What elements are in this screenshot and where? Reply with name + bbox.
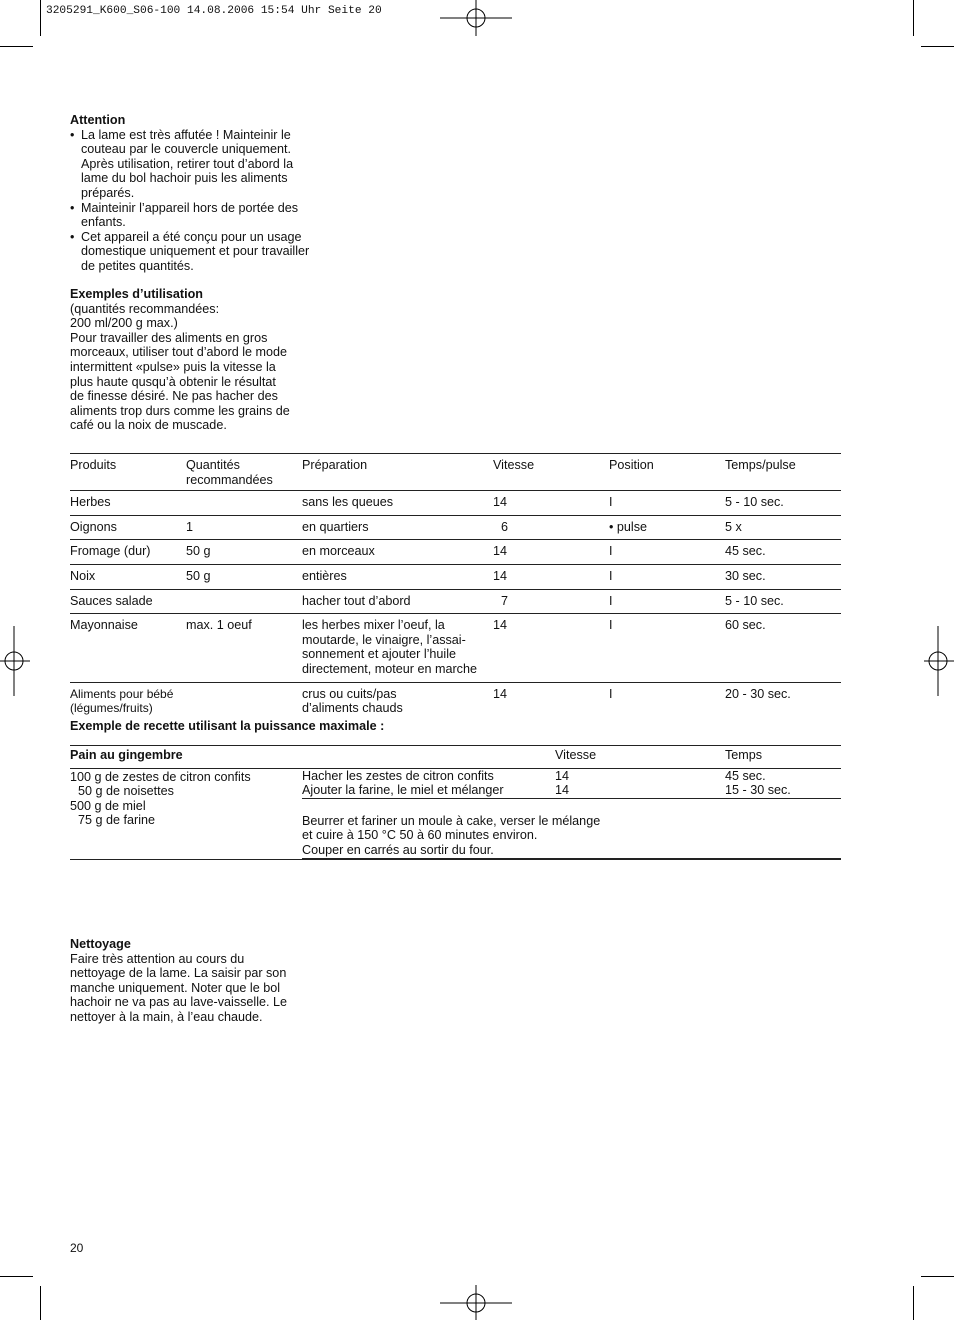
cell-vitesse: 14	[493, 540, 609, 565]
cell-position: I	[609, 614, 725, 682]
exemples-line: morceaux, utiliser tout d’abord le mode	[70, 345, 288, 360]
vitesse-value: 14	[555, 768, 570, 783]
cell-vitesse: 7	[493, 589, 609, 614]
cell-preparation: crus ou cuits/pas d’aliments chauds	[302, 686, 403, 716]
cell-position: • pulse	[609, 515, 725, 540]
cell-vitesse: 14	[493, 491, 609, 516]
recipe-final-line: Beurrer et fariner un moule à cake, verser le mélange	[302, 813, 601, 828]
recipe-header-row	[70, 746, 841, 769]
cell-quantite: 50 g	[186, 540, 302, 565]
recipe-instructions	[302, 768, 841, 859]
column-header: Position	[609, 454, 725, 491]
recipe-step-text: Hacher les zestes de citron confits	[302, 768, 494, 783]
table-row	[70, 564, 841, 589]
column-header: Préparation	[302, 454, 493, 491]
cell-produit: Fromage (dur)	[70, 540, 186, 565]
attention-title: Attention	[70, 113, 126, 127]
cell-vitesse: 14	[493, 564, 609, 589]
cell-vitesse: 6	[493, 515, 609, 540]
cell-temps: 5 - 10 sec.	[725, 589, 841, 614]
nettoyage-line: nettoyer à la main, à l’eau chaude.	[70, 1009, 263, 1024]
cell-temps: 60 sec.	[725, 614, 841, 682]
recipe-step-text: Ajouter la farine, le miel et mélanger	[302, 783, 504, 798]
cell-preparation: les herbes mixer l’oeuf, la moutarde, le vinaigre, l’assai- sonnement et ajouter l’huile directement, moteur en marche	[302, 614, 493, 682]
exemples-line: plus haute qusqu’à obtenir le résultat	[70, 374, 276, 389]
cell-position: I	[609, 491, 725, 516]
recipe-final-line: et cuire à 150 °C 50 à 60 minutes environ.	[302, 828, 538, 843]
nettoyage-line: hachoir ne va pas au lave-vaisselle. Le	[70, 995, 288, 1010]
cell-temps: 5 - 10 sec.	[725, 491, 841, 516]
cell-produit: Herbes	[70, 491, 186, 516]
temps-value: 45 sec.	[725, 768, 766, 783]
recipe-steps	[302, 769, 841, 859]
column-header: Vitesse	[493, 454, 609, 491]
column-header	[186, 454, 302, 491]
cell-position: I	[609, 564, 725, 589]
exemples-line: aliments trop durs comme les grains de	[70, 403, 290, 418]
attention-section	[70, 113, 320, 274]
recipe-body-row	[70, 768, 841, 859]
ingredient: 75 g de farine	[78, 813, 156, 828]
cell-preparation: en quartiers	[302, 515, 493, 540]
column-header-quantites: Quantités recommandées	[186, 458, 273, 487]
cell-temps: 5 x	[725, 515, 841, 540]
cell-vitesse: 14	[493, 614, 609, 682]
recipe-name: Pain au gingembre	[70, 746, 555, 769]
cell-quantite	[186, 682, 302, 721]
cell-produit: Aliments pour bébé (légumes/fruits)	[70, 686, 174, 716]
exemples-line: Pour travailler des aliments en gros	[70, 330, 268, 345]
table-row	[70, 491, 841, 516]
recipe-final	[302, 798, 841, 858]
cell-quantite: 1	[186, 515, 302, 540]
nettoyage-line: Faire très attention au cours du	[70, 951, 245, 966]
cell-produit: Noix	[70, 564, 186, 589]
recipe-ingredients	[70, 768, 302, 859]
temps-value: 15 - 30 sec.	[725, 783, 791, 798]
exemples-line: (quantités recommandées:	[70, 301, 220, 316]
exemples-line: café ou la noix de muscade.	[70, 418, 227, 433]
recipe-vitesse	[555, 769, 725, 799]
registration-mark-top	[440, 0, 512, 36]
attention-list	[70, 128, 320, 274]
exemples-section	[70, 287, 330, 433]
cell-preparation: sans les queues	[302, 491, 493, 516]
registration-mark-left	[0, 626, 30, 696]
page-number: 20	[70, 1241, 84, 1255]
ingredient: 50 g de noisettes	[78, 784, 174, 799]
cell-produit: Oignons	[70, 515, 186, 540]
registration-mark-bottom	[440, 1285, 512, 1320]
cell-position: I	[609, 589, 725, 614]
cell-position: I	[609, 686, 613, 701]
ingredient: 500 g de miel	[70, 798, 146, 813]
cell-vitesse: 14	[493, 686, 508, 701]
nettoyage-title: Nettoyage	[70, 937, 131, 951]
table-row	[70, 515, 841, 540]
column-header: Produits	[70, 454, 186, 491]
usage-table-body	[70, 491, 841, 721]
cell-temps: 45 sec.	[725, 540, 841, 565]
nettoyage-section	[70, 937, 330, 1025]
exemples-line: de finesse désiré. Ne pas hacher des	[70, 389, 278, 404]
table-row	[70, 589, 841, 614]
table-row	[70, 614, 841, 682]
ingredient: 100 g de zestes de citron confits	[70, 769, 251, 784]
recipe-final-line: Couper en carrés au sortir du four.	[302, 842, 494, 857]
exemples-line: intermittent «pulse» puis la vitesse la	[70, 359, 276, 374]
vitesse-value: 14	[555, 783, 570, 798]
attention-item: • Cet appareil a été conçu pour un usage domestique uniquement et pour travailler de petites quantités.	[70, 230, 320, 274]
table-row	[70, 540, 841, 565]
recipe-section-title: Exemple de recette utilisant la puissance maximale :	[70, 719, 385, 733]
exemples-title: Exemples d’utilisation	[70, 287, 203, 301]
exemples-line: 200 ml/200 g max.)	[70, 316, 178, 331]
cell-quantite	[186, 491, 302, 516]
table-row	[70, 682, 841, 721]
nettoyage-line: manche uniquement. Noter que le bol	[70, 980, 281, 995]
cell-produit: Sauces salade	[70, 589, 186, 614]
cell-quantite	[186, 589, 302, 614]
column-header: Temps	[725, 746, 841, 769]
attention-item: • La lame est très affutée ! Mainteinir le couteau par le couvercle uniquement. Après utilisation, retirer tout d’abord la lame du bol hachoir puis les aliments préparés.	[70, 128, 320, 201]
cell-preparation: hacher tout d’abord	[302, 589, 493, 614]
cell-position: I	[609, 540, 725, 565]
column-header: Vitesse	[555, 746, 725, 769]
cell-quantite: 50 g	[186, 564, 302, 589]
usage-table	[70, 453, 841, 721]
nettoyage-line: nettoyage de la lame. La saisir par son	[70, 966, 287, 981]
recipe-table	[70, 745, 841, 860]
table-header-row	[70, 454, 841, 491]
column-header: Temps/pulse	[725, 454, 841, 491]
cell-temps: 30 sec.	[725, 564, 841, 589]
registration-mark-right	[924, 626, 954, 696]
recipe-step	[302, 769, 555, 799]
print-header: 3205291_K600_S06-100 14.08.2006 15:54 Uhr Seite 20	[46, 5, 382, 17]
cell-produit: Mayonnaise	[70, 614, 186, 682]
cell-temps: 20 - 30 sec.	[725, 686, 791, 701]
cell-preparation: en morceaux	[302, 540, 493, 565]
cell-preparation: entières	[302, 564, 493, 589]
cell-quantite: max. 1 oeuf	[186, 614, 302, 682]
recipe-temps	[725, 769, 841, 799]
attention-item: • Mainteinir l’appareil hors de portée des enfants.	[70, 201, 320, 230]
